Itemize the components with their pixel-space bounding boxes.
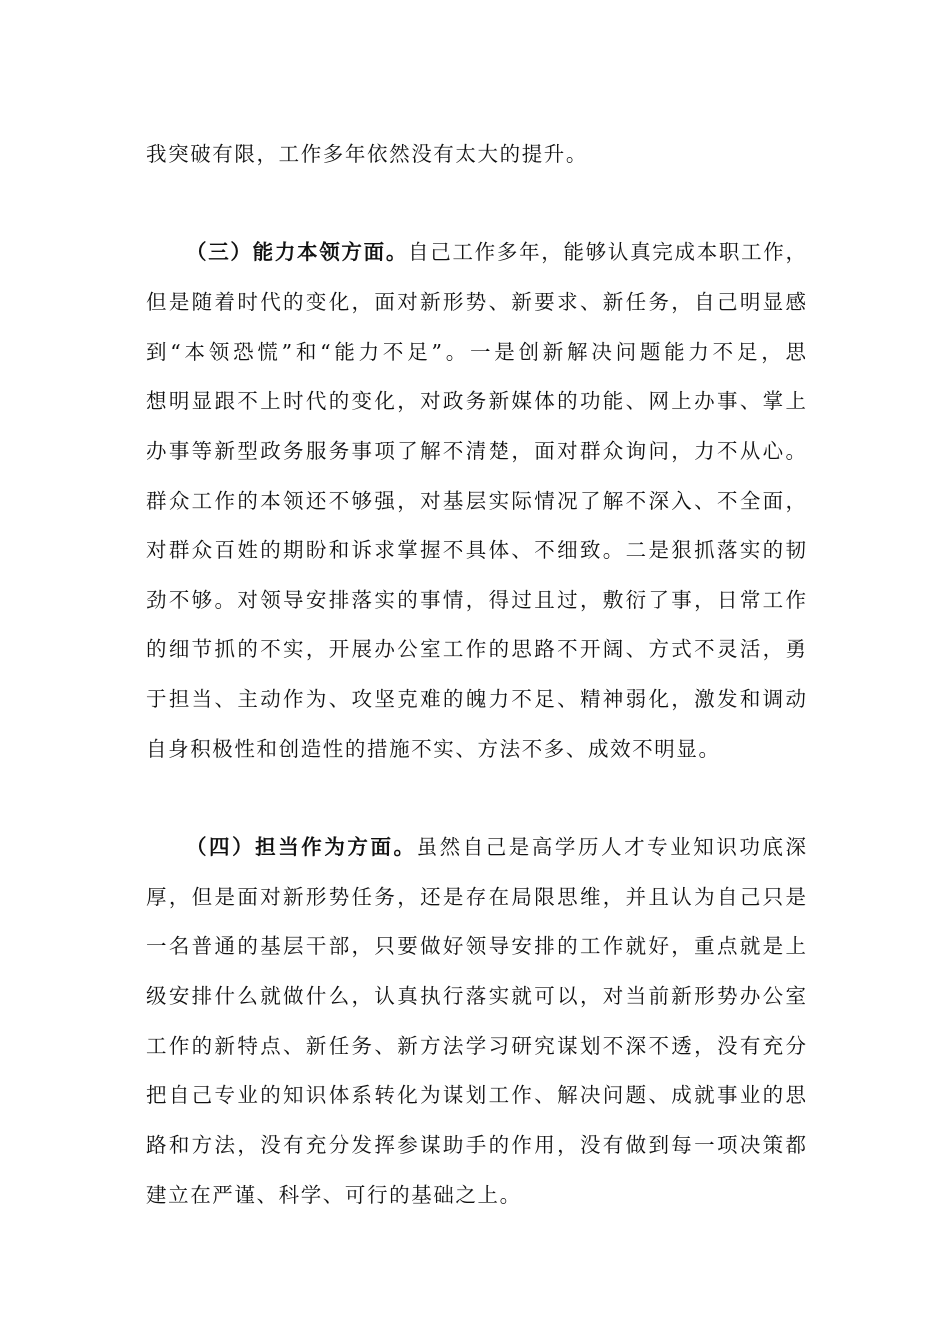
paragraph-line	[146, 585, 806, 615]
line-text: 一名普通的基层干部，只要做好领导安排的工作就好，重点就是上	[146, 934, 806, 958]
paragraph-line	[146, 981, 806, 1011]
line-text: 到“本领恐慌”和“能力不足”。一是创新解决问题能力不足，思	[146, 340, 806, 364]
paragraph-line	[146, 931, 806, 961]
line-text: 把自己专业的知识体系转化为谋划工作、解决问题、成就事业的思	[146, 1083, 806, 1107]
section-three-heading: （三）能力本领方面。	[186, 240, 409, 264]
line-text: 虽然自己是高学历人才专业知识功底深	[416, 835, 806, 859]
paragraph-line	[146, 634, 806, 664]
paragraph-line	[146, 734, 806, 764]
paragraph-line	[146, 287, 806, 317]
line-text: 路和方法，没有充分发挥参谋助手的作用，没有做到每一项决策都	[146, 1133, 806, 1157]
paragraph-line	[146, 337, 806, 367]
line-text: 厚，但是面对新形势任务，还是存在局限思维，并且认为自己只是	[146, 885, 806, 909]
paragraph-line	[146, 1130, 806, 1160]
line-text: 对群众百姓的期盼和诉求掌握不具体、不细致。二是狠抓落实的韧	[146, 538, 806, 562]
line-text: 建立在严谨、科学、可行的基础之上。	[146, 1183, 522, 1207]
paragraph-line	[146, 1080, 806, 1110]
paragraph-line	[146, 436, 806, 466]
line-text: 办事等新型政务服务事项了解不清楚，面对群众询问，力不从心。	[146, 439, 806, 463]
line-text: 但是随着时代的变化，面对新形势、新要求、新任务，自己明显感	[146, 290, 806, 314]
paragraph-line	[146, 1180, 806, 1210]
line-text: 自身积极性和创造性的措施不实、方法不多、成效不明显。	[146, 737, 721, 761]
line-text: 工作的新特点、新任务、新方法学习研究谋划不深不透，没有充分	[146, 1034, 806, 1058]
paragraph-line	[146, 882, 806, 912]
paragraph-line	[146, 535, 806, 565]
line-text: 于担当、主动作为、攻坚克难的魄力不足、精神弱化，激发和调动	[146, 687, 806, 711]
line-text: 群众工作的本领还不够强，对基层实际情况了解不深入、不全面，	[146, 489, 806, 513]
line-text: 劲不够。对领导安排落实的事情，得过且过，敷衍了事，日常工作	[146, 588, 806, 612]
line-text: 想明显跟不上时代的变化，对政务新媒体的功能、网上办事、掌上	[146, 389, 806, 413]
section-three-heading-line	[186, 237, 806, 267]
line-text: 自己工作多年，能够认真完成本职工作，	[408, 240, 806, 264]
line-text: 我突破有限，工作多年依然没有太大的提升。	[146, 142, 588, 166]
paragraph-line	[146, 486, 806, 516]
paragraph-line	[146, 386, 806, 416]
paragraph-line	[146, 1031, 806, 1061]
line-text: 的细节抓的不实，开展办公室工作的思路不开阔、方式不灵活，勇	[146, 637, 806, 661]
line-text: 级安排什么就做什么，认真执行落实就可以，对当前新形势办公室	[146, 984, 806, 1008]
section-four-heading-line	[186, 832, 806, 862]
paragraph-line	[146, 139, 806, 169]
paragraph-line	[146, 684, 806, 714]
section-four-heading: （四）担当作为方面。	[186, 835, 417, 859]
